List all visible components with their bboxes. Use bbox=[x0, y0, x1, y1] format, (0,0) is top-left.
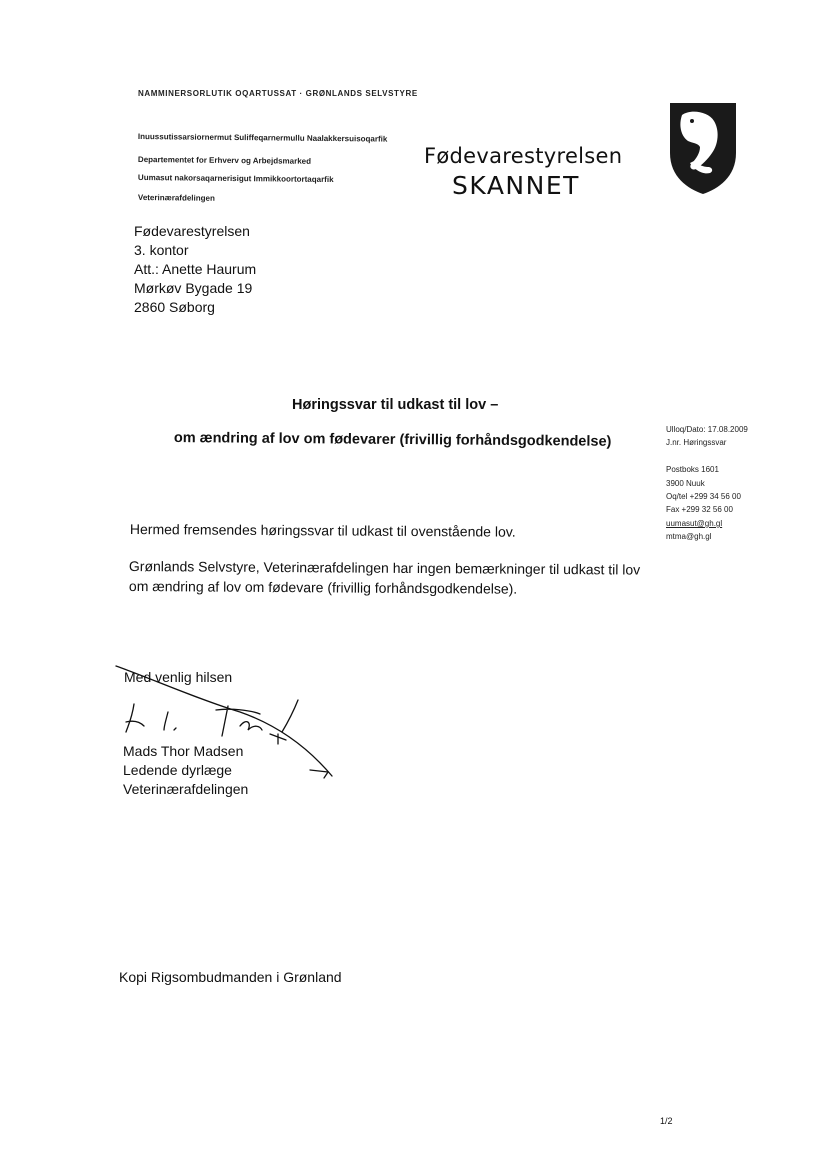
body-paragraph-1: Hermed fremsendes høringssvar til udkast til ovenstående lov. bbox=[129, 521, 516, 540]
department-line-4: Veterinærafdelingen bbox=[137, 193, 215, 203]
fax: Fax +299 32 56 00 bbox=[666, 505, 733, 514]
date-field: Ulloq/Dato: 17.08.2009 bbox=[666, 425, 748, 434]
recipient-line: 2860 Søborg bbox=[134, 299, 215, 315]
journal-number: J.nr. Høringssvar bbox=[666, 438, 727, 447]
signer-name: Mads Thor Madsen bbox=[123, 743, 244, 759]
recipient-line: 3. kontor bbox=[134, 242, 189, 258]
copy-recipient: Kopi Rigsombudmanden i Grønland bbox=[119, 969, 342, 985]
recipient-line: Mørkøv Bygade 19 bbox=[134, 280, 253, 296]
postbox: Postboks 1601 bbox=[666, 465, 719, 474]
signer-role: Ledende dyrlæge bbox=[123, 762, 232, 778]
recipient-line: Fødevarestyrelsen bbox=[134, 223, 250, 239]
email-link-1[interactable]: uumasut@gh.gl bbox=[666, 519, 723, 528]
page-number: 1/2 bbox=[660, 1116, 673, 1126]
body-paragraph-2-line-2: om ændring af lov om fødevare (frivillig forhåndsgodkendelse). bbox=[128, 578, 518, 597]
department-line-1: Inuussutissarsiornermut Suliffeqarnermullu Naalakkersuisoqarfik bbox=[137, 132, 388, 144]
phone: Oq/tel +299 34 56 00 bbox=[666, 492, 741, 501]
closing-greeting: Med venlig hilsen bbox=[124, 669, 233, 685]
department-line-3: Uumasut nakorsaqarnerisigut Immikkoortortaqarfik bbox=[137, 173, 334, 185]
received-stamp-agency: Fødevarestyrelsen bbox=[424, 144, 623, 168]
letter-title-line-1: Høringssvar til udkast til lov – bbox=[292, 397, 499, 413]
org-header: NAMMINERSORLUTIK OQARTUSSAT · GRØNLANDS SELVSTYRE bbox=[138, 89, 418, 98]
polar-bear-crest-icon bbox=[668, 101, 738, 195]
department-line-2: Departementet for Erhverv og Arbejdsmarked bbox=[137, 155, 312, 166]
recipient-line: Att.: Anette Haurum bbox=[134, 261, 257, 277]
received-stamp-scanned: SKANNET bbox=[452, 171, 580, 200]
signer-department: Veterinærafdelingen bbox=[123, 781, 249, 797]
email-link-2[interactable]: mtma@gh.gl bbox=[666, 532, 712, 541]
letter-title-line-2: om ændring af lov om fødevarer (frivillig forhåndsgodkendelse) bbox=[173, 430, 612, 450]
city: 3900 Nuuk bbox=[666, 479, 705, 488]
body-paragraph-2-line-1: Grønlands Selvstyre, Veterinærafdelingen har ingen bemærkninger til udkast til lov bbox=[128, 558, 641, 578]
